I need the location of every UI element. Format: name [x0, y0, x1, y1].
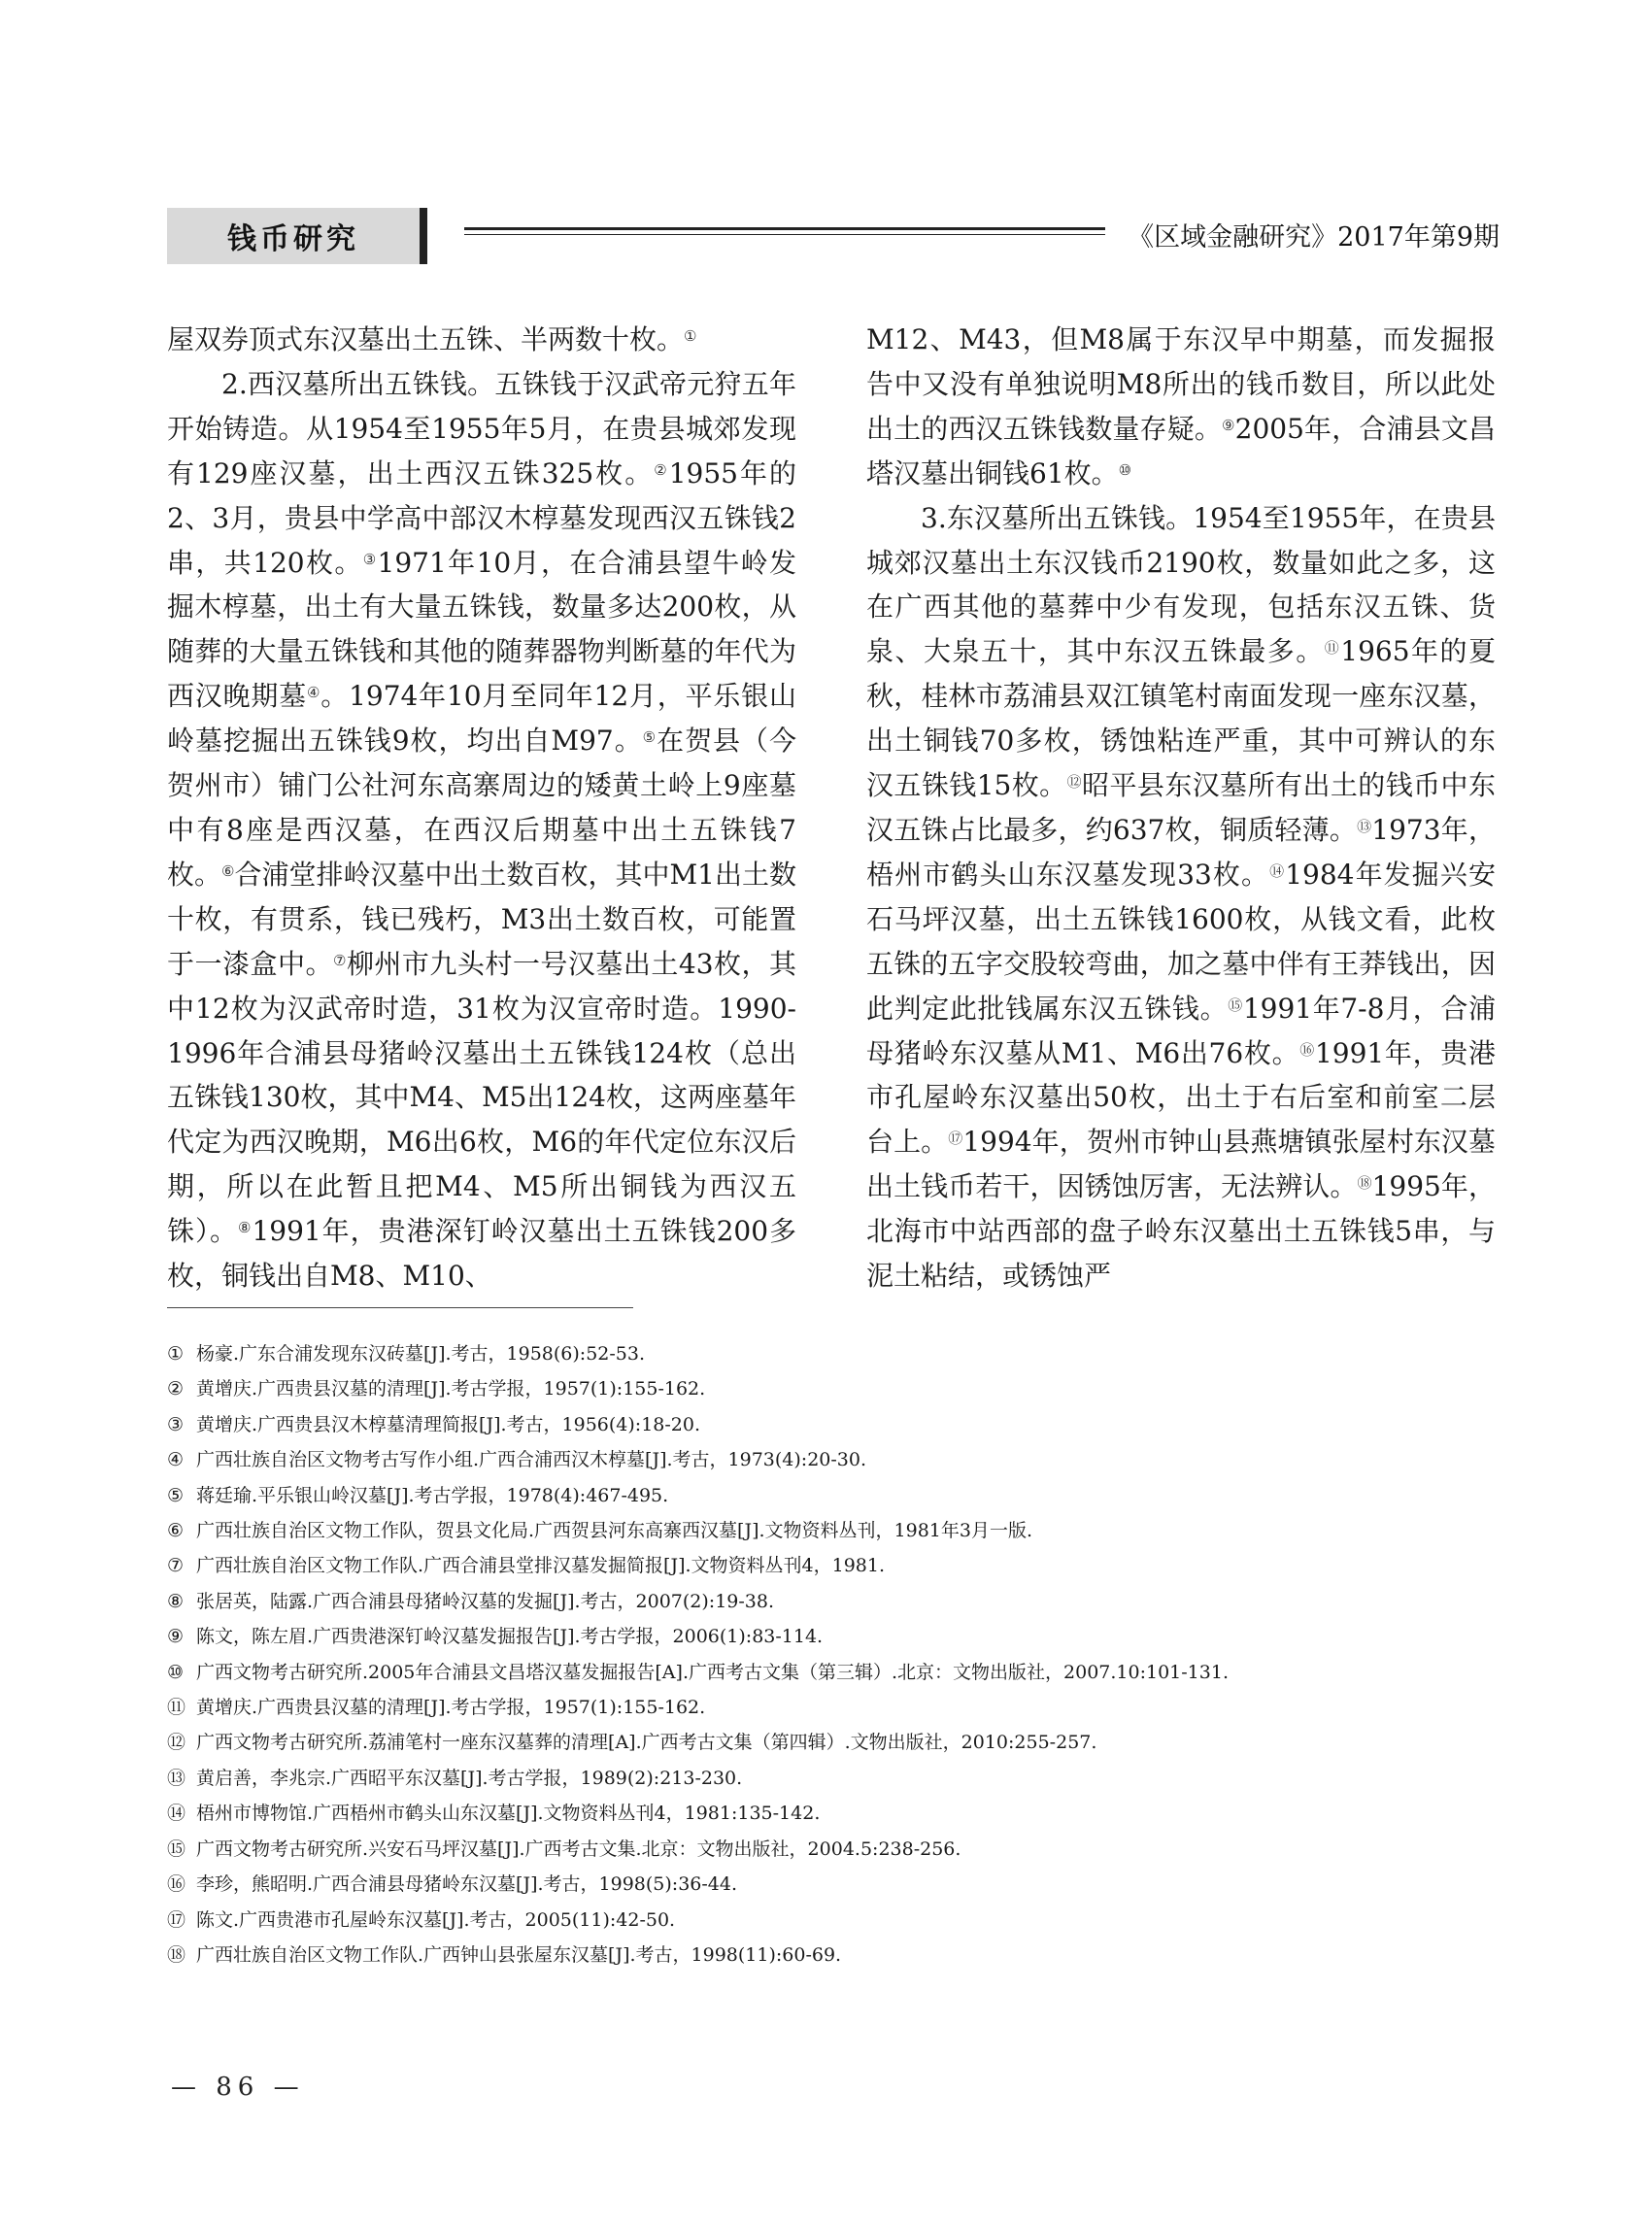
footnote-item [167, 1619, 1488, 1654]
footnote-number: ① [167, 1343, 185, 1365]
text-run: M12、M43，但M8属于东汉早中期墓，而发掘报告中又没有单独说明M8所出的钱币数目，所以此处出土的西汉五铢钱数量存疑。 [866, 323, 1496, 445]
footnote-item [167, 1832, 1488, 1867]
footnote-rule [167, 1307, 633, 1308]
text-run: 1955年的2、3月，贵县中学高中部汉木椁墓发现西汉五铢钱2串，共120枚。 [167, 456, 797, 579]
footnote-number: ⑱ [167, 1943, 186, 1966]
text-run: 昭平县东汉墓所有出土的钱币中东汉五铢占比最多，约637枚，铜质轻薄。 [866, 769, 1496, 846]
footnote-ref[interactable]: ⑥ [221, 861, 235, 880]
paragraph [167, 318, 796, 362]
footnote-number: ⑧ [167, 1590, 185, 1612]
footnote-text: 李珍，熊昭明.广西合浦县母猪岭东汉墓[J].考古，1998(5):36-44. [196, 1873, 738, 1896]
page-number: — 86 — [171, 2073, 305, 2102]
footnote-ref[interactable]: ⑫ [1066, 773, 1083, 792]
text-run: 柳州市九头村一号汉墓出土43枚，其中12枚为汉武帝时造，31枚为汉宣帝时造。1990-1996年合浦县母猪岭汉墓出土五铢钱124枚（总出五铢钱130枚，其中M4、M5出124枚，这两座墓年代定为西汉晚期，M6出6枚，M6的年代定位东汉后期，所以在此暂且把M4、M5所出铜钱为西汉五铢）。 [167, 947, 796, 1248]
footnote-number: ⑬ [167, 1767, 186, 1789]
paragraph [167, 362, 796, 1298]
footnote-number: ⑮ [167, 1838, 186, 1860]
footnote-item [167, 1938, 1488, 1973]
footnote-number: ⑭ [167, 1803, 186, 1825]
footnote-number: ⑦ [167, 1555, 185, 1577]
footnote-item [167, 1407, 1488, 1442]
footnote-number: ⑥ [167, 1520, 185, 1542]
footnote-item [167, 1903, 1488, 1938]
footnote-text: 广西壮族自治区文物工作队.广西合浦县堂排汉墓发掘简报[J].文物资料丛刊4，1981. [196, 1555, 886, 1577]
footnote-ref[interactable]: ⑰ [948, 1130, 963, 1148]
text-run: 1991年，贵港深钉岭汉墓出土五铢钱200多枚，铜钱出自M8、M10、 [167, 1215, 797, 1293]
footnote-text: 陈文.广西贵港市孔屋岭东汉墓[J].考古，2005(11):42-50. [196, 1908, 676, 1931]
paragraph [866, 318, 1496, 496]
footnote-list [167, 1336, 1488, 1973]
text-run: 3.东汉墓所出五铢钱。1954至1955年，在贵县城郊汉墓出土东汉钱币2190枚，数量如此之多，这在广西其他的墓葬中少有发现，包括东汉五铢、货泉、大泉五十，其中东汉五铢最多。 [866, 501, 1496, 668]
footnote-item [167, 1725, 1488, 1760]
footnote-item [167, 1442, 1488, 1477]
footnote-text: 广西文物考古研究所.荔浦笔村一座东汉墓葬的清理[A].广西考古文集（第四辑）.文物出版社，2010:255-257. [196, 1732, 1097, 1754]
text-run: 在贺县（今贺州市）铺门公社河东高寨周边的矮黄土岭上9座墓中有8座是西汉墓，在西汉后期墓中出土五铢钱7枚。 [167, 725, 796, 891]
footnote-number: ⑰ [167, 1908, 186, 1931]
footnote-ref[interactable]: ⑱ [1357, 1174, 1372, 1193]
text-run: 1971年10月，在合浦县望牛岭发掘木椁墓，出土有大量五铢钱，数量多达200枚，从随葬的大量五铢钱和其他的随葬器物判断墓的年代为西汉晚期墓 [167, 546, 796, 713]
text-run: 1991年7-8月，合浦母猪岭东汉墓从M1、M6出76枚。 [866, 992, 1496, 1069]
footnote-text: 黄增庆.广西贵县汉墓的清理[J].考古学报，1957(1):155-162. [196, 1697, 706, 1719]
footnote-ref[interactable]: ⑪ [1324, 639, 1341, 658]
footnote-ref[interactable]: ⑩ [1118, 460, 1132, 479]
footnote-ref[interactable]: ⑨ [1222, 416, 1235, 434]
footnote-text: 广西文物考古研究所.兴安石马坪汉墓[J].广西考古文集.北京：文物出版社，2004.5:238-256. [196, 1838, 961, 1860]
footnote-number: ⑩ [167, 1661, 185, 1683]
footnote-item [167, 1584, 1488, 1619]
footnote-number: ⑨ [167, 1626, 185, 1648]
footnote-number: ⑫ [167, 1732, 186, 1754]
text-run: 1965年的夏秋，桂林市荔浦县双江镇笔村南面发现一座东汉墓，出土铜钱70多枚，锈蚀粘连严重，其中可辨认的东汉五铢钱15枚。 [866, 635, 1496, 802]
footnote-number: ② [167, 1378, 185, 1400]
section-label: 钱币研究 [227, 222, 359, 256]
footnote-number: ⑪ [167, 1697, 186, 1719]
footnote-item [167, 1655, 1488, 1690]
section-tab [167, 208, 427, 264]
journal-title: 《区域金融研究》2017年第9期 [1128, 222, 1500, 253]
footnote-text: 广西壮族自治区文物考古写作小组.广西合浦西汉木椁墓[J].考古，1973(4):20-30. [196, 1449, 867, 1471]
text-run: 合浦堂排岭汉墓中出土数百枚，其中M1出土数十枚，有贯系，钱已残朽，M3出土数百枚，可能置于一漆盒中。 [167, 858, 796, 980]
footnote-item [167, 1796, 1488, 1831]
footnote-number: ⑤ [167, 1484, 185, 1506]
footnote-ref[interactable]: ⑤ [642, 728, 657, 747]
footnote-ref[interactable]: ⑧ [237, 1219, 253, 1237]
footnote-text: 蒋廷瑜.平乐银山岭汉墓[J].考古学报，1978(4):467-495. [196, 1484, 669, 1506]
footnote-text: 广西壮族自治区文物工作队.广西钟山县张屋东汉墓[J].考古，1998(11):60-69. [196, 1943, 842, 1966]
footnote-ref[interactable]: ② [654, 460, 669, 479]
footnote-text: 梧州市博物馆.广西梧州市鹤头山东汉墓[J].文物资料丛刊4，1981:135-142. [196, 1803, 821, 1825]
footnote-ref[interactable]: ④ [307, 684, 321, 702]
text-run: 1994年，贺州市钟山县燕塘镇张屋村东汉墓出土钱币若干，因锈蚀厉害，无法辨认。 [866, 1126, 1496, 1203]
footnote-text: 张居英，陆露.广西合浦县母猪岭汉墓的发掘[J].考古，2007(2):19-38. [196, 1590, 775, 1612]
footnote-ref[interactable]: ① [684, 327, 697, 345]
footnote-text: 广西文物考古研究所.2005年合浦县文昌塔汉墓发掘报告[A].广西考古文集（第三辑）.北京：文物出版社，2007.10:101-131. [196, 1661, 1229, 1683]
footnote-item [167, 1371, 1488, 1406]
footnote-text: 黄增庆.广西贵县汉木椁墓清理简报[J].考古，1956(4):18-20. [196, 1413, 701, 1435]
footnote-number: ③ [167, 1413, 185, 1435]
footnote-text: 黄启善，李兆宗.广西昭平东汉墓[J].考古学报，1989(2):213-230. [196, 1767, 743, 1789]
footnote-number: ⑯ [167, 1873, 186, 1896]
footnote-text: 杨豪.广东合浦发现东汉砖墓[J].考古，1958(6):52-53. [196, 1343, 646, 1365]
footnote-text: 广西壮族自治区文物工作队，贺县文化局.广西贺县河东高寨西汉墓[J].文物资料丛刊，1981年3月一版. [196, 1520, 1033, 1542]
footnote-ref[interactable]: ⑬ [1357, 817, 1372, 835]
footnote-item [167, 1867, 1488, 1902]
header-rule [464, 227, 1105, 235]
text-run: 2.西汉墓所出五铢钱。五铢钱于汉武帝元狩五年开始铸造。从1954至1955年5月，在贵县城郊发现有129座汉墓，出土西汉五铢325枚。 [167, 367, 796, 489]
footnote-ref[interactable]: ⑭ [1269, 861, 1286, 880]
text-run: 。1974年10月至同年12月，平乐银山岭墓挖掘出五铢钱9枚，均出自M97。 [167, 680, 796, 758]
text-run: 1973年，梧州市鹤头山东汉墓发现33枚。 [866, 813, 1496, 891]
footnote-text: 黄增庆.广西贵县汉墓的清理[J].考古学报，1957(1):155-162. [196, 1378, 706, 1400]
text-run: 1984年发掘兴安石马坪汉墓，出土五铢钱1600枚，从钱文看，此枚五铢的五字交股较弯曲，加之墓中伴有王莽钱出，因此判定此批钱属东汉五铢钱。 [866, 858, 1496, 1025]
text-run: 1995年，北海市中站西部的盘子岭东汉墓出土五铢钱5串，与泥土粘结，或锈蚀严 [866, 1170, 1496, 1293]
text-run: 2005年，合浦县文昌塔汉墓出铜钱61枚。 [866, 412, 1496, 489]
body-column-right [866, 318, 1496, 1298]
footnote-item [167, 1336, 1488, 1371]
footnote-item [167, 1690, 1488, 1725]
footnote-ref[interactable]: ⑯ [1299, 1040, 1315, 1059]
footnote-ref[interactable]: ⑮ [1228, 995, 1243, 1014]
text-run: 屋双券顶式东汉墓出土五铢、半两数十枚。 [167, 323, 685, 355]
footnote-item [167, 1548, 1488, 1583]
footnote-number: ④ [167, 1449, 185, 1471]
footnote-ref[interactable]: ⑦ [332, 951, 347, 969]
text-run: 1991年，贵港市孔屋岭东汉墓出50枚，出土于右后室和前室二层台上。 [866, 1036, 1496, 1159]
footnote-item [167, 1478, 1488, 1513]
footnote-ref[interactable]: ③ [362, 550, 378, 568]
footnote-item [167, 1761, 1488, 1796]
footnote-text: 陈文，陈左眉.广西贵港深钉岭汉墓发掘报告[J].考古学报，2006(1):83-114. [196, 1626, 824, 1648]
footnote-item [167, 1513, 1488, 1548]
body-column-left [167, 318, 796, 1298]
paragraph [866, 496, 1496, 1298]
